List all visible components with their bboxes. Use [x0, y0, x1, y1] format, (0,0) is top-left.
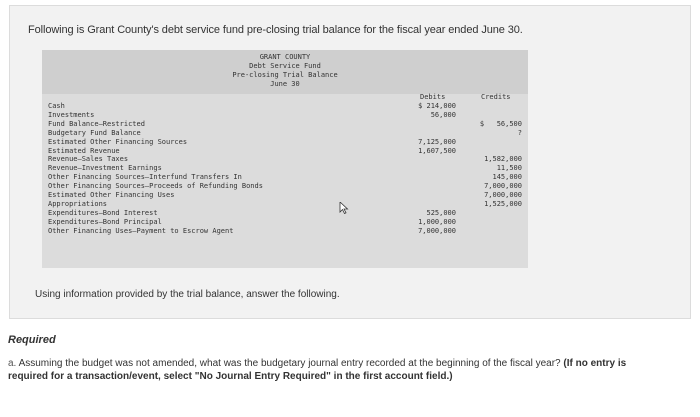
tb-row-debit: $ 214,000 [418, 102, 456, 110]
debits-header: Debits [420, 93, 446, 101]
credits-header: Credits [481, 93, 511, 101]
tb-row-debit: 1,607,500 [418, 146, 456, 155]
problem-intro: Following is Grant County's debt service fund pre-closing trial balance for the fiscal year ended June 30. [28, 24, 523, 36]
tb-row-label: Investments [48, 110, 95, 119]
tb-row-label: Expenditures—Bond Principal [48, 217, 162, 226]
trial-balance-image [42, 50, 528, 268]
tb-row-credit: 7,000,000 [484, 182, 522, 191]
tb-row-label: Estimated Revenue [48, 146, 120, 155]
tb-row-credit: ? [517, 128, 522, 137]
tb-title-fund: Debt Service Fund [249, 62, 321, 70]
question-id: a. [8, 358, 17, 369]
tb-row-label: Expenditures—Bond Interest [48, 208, 158, 217]
tb-row-credit: 11,500 [496, 164, 522, 173]
question-note: (If no entry is required for a transaction/event, select "No Journal Entry Required" in the first account field.) [8, 358, 627, 382]
tb-row-debit: 56,000 [430, 110, 456, 119]
mouse-cursor-icon [339, 202, 349, 214]
tb-row-debit: 7,125,000 [418, 137, 456, 146]
tb-row-credit: 7,000,000 [484, 191, 522, 199]
tb-row-label: Other Financing Uses—Payment to Escrow Agent [48, 226, 234, 235]
tb-row-label: Cash [48, 102, 65, 110]
tb-row-label: Budgetary Fund Balance [48, 128, 141, 137]
tb-row-label: Other Financing Sources—Interfund Transfers In [48, 173, 242, 182]
tb-row-credit: 1,525,000 [484, 199, 522, 208]
tb-row-label: Fund Balance—Restricted [48, 119, 145, 128]
tb-row-debit: 525,000 [426, 208, 456, 217]
question-text: Assuming the budget was not amended, what was the budgetary journal entry recorded at the beginning of the fiscal year? [18, 358, 561, 369]
tb-row-credit: $ 56,500 [479, 119, 522, 128]
tb-row-label: Other Financing Sources—Proceeds of Refunding Bonds [48, 182, 263, 191]
tb-row-label: Revenue—Investment Earnings [48, 164, 162, 173]
tb-title-entity: GRANT COUNTY [259, 53, 311, 61]
tb-row-credit: 1,582,000 [484, 155, 522, 164]
tb-row-debit: 1,000,000 [418, 217, 456, 226]
tb-row-label: Revenue—Sales Taxes [48, 155, 129, 164]
tb-row-label: Estimated Other Financing Uses [48, 191, 175, 199]
tb-row-label: Estimated Other Financing Sources [48, 137, 188, 146]
tb-title-statement: Pre-closing Trial Balance [232, 71, 338, 79]
instruction-text: Using information provided by the trial balance, answer the following. [35, 289, 340, 300]
question-a [8, 357, 668, 383]
tb-row-credit: 145,000 [492, 173, 522, 182]
required-heading: Required [8, 334, 56, 346]
tb-row-label: Appropriations [48, 199, 108, 208]
tb-title-date: June 30 [270, 80, 300, 88]
tb-row-debit: 7,000,000 [418, 226, 456, 235]
